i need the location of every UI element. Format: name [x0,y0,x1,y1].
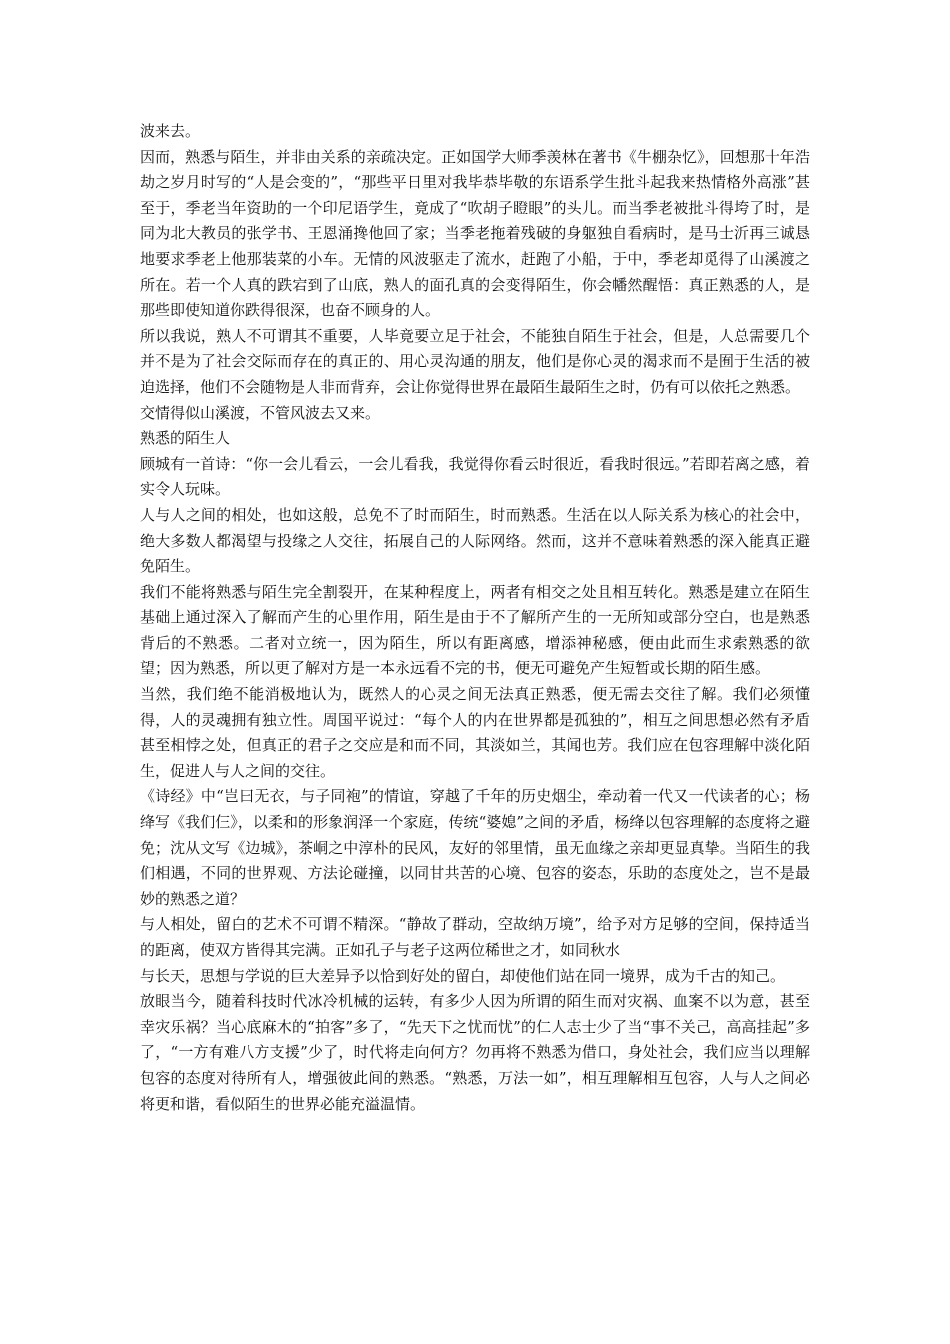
paragraph: 所以我说，熟人不可谓其不重要，人毕竟要立足于社会，不能独自陌生于社会，但是，人总需要几个并不是为了社会交际而存在的真正的、用心灵沟通的朋友，他们是你心灵的渴求而不是囿于生活的被迫选择，他们不会随物是人非而背弃，会让你觉得世界在最陌生最陌生之时，仍有可以依托之熟悉。 [140,326,810,396]
paragraph: 与长天，思想与学说的巨大差异予以恰到好处的留白，却使他们站在同一境界，成为千古的知己。 [140,966,786,985]
paragraph: 人与人之间的相处，也如这般，总免不了时而陌生，时而熟悉。生活在以人际关系为核心的社会中，绝大多数人都渴望与投缘之人交往，拓展自己的人际网络。然而，这并不意味着熟悉的深入能真正避免陌生。 [140,505,810,576]
paragraph: 波来去。 [140,122,201,140]
paragraph: 交情得似山溪渡，不管风波去又来。 [140,403,381,422]
paragraph: 我们不能将熟悉与陌生完全割裂开，在某种程度上，两者有相交之处且相互转化。熟悉是建立在陌生基础上通过深入了解而产生的心里作用，陌生是由于不了解所产生的一无所知或部分空白，也是熟悉背后的不熟悉。二者对立统一，因为陌生，所以有距离感，增添神秘感，便由此而生求索熟悉的欲望；因为熟悉，所以更了解对方是一本永远看不完的书，便无可避免产生短暂或长期的陌生感。 [140,582,810,678]
paragraph: 与人相处，留白的艺术不可谓不精深。“静故了群动，空故纳万境”，给予对方足够的空间，保持适当的距离，使双方皆得其完满。正如孔子与老子这两位稀世之才，如同秋水 [140,915,810,959]
paragraph: 放眼当今，随着科技时代冰冷机械的运转，有多少人因为所谓的陌生而对灾祸、血案不以为意，甚至幸灾乐祸？当心底麻木的“拍客”多了，“先天下之忧而忧”的仁人志士少了当“事不关己，高高挂起”多了，“一方有难八方支援”少了，时代将走向何方？勿再将不熟悉为借口，身处社会，我们应当以理解包容的态度对待所有人，增强彼此间的熟悉。“熟悉，万法一如”，相互理解相互包容，人与人之间必将更和谐，看似陌生的世界必能充溢温情。 [140,992,810,1113]
paragraph: 因而，熟悉与陌生，并非由关系的亲疏决定。正如国学大师季羡林在著书《牛棚杂忆》，回想那十年浩劫之岁月时写的“人是会变的”，“那些平日里对我毕恭毕敬的东语系学生批斗起我来热情格外高涨”甚至于，季老当年资助的一个印尼语学生，竟成了“吹胡子瞪眼”的头儿。而当季老被批斗得垮了时，是同为北大教员的张学书、王恩涌搀他回了家；当季老拖着残破的身躯独自看病时，是马士沂再三诚恳地要求季老上他那装菜的小车。无情的风波驱走了流水，赶跑了小船，于中，季老却觅得了山溪渡之所在。若一个人真的跌宕到了山底，熟人的面孔真的会变得陌生，你会幡然醒悟：真正熟悉的人，是那些即使知道你跌得很深，也奋不顾身的人。 [140,147,810,320]
section-heading: 熟悉的陌生人 [140,429,231,448]
paragraph: 顾城有一首诗：“你一会儿看云，一会儿看我，我觉得你看云时很近，看我时很远。”若即若离之感，着实令人玩味。 [140,454,810,499]
paragraph: 当然，我们绝不能消极地认为，既然人的心灵之间无法真正熟悉，便无需去交往了解。我们必须懂得，人的灵魂拥有独立性。周国平说过：“每个人的内在世界都是孤独的”，相互之间思想必然有矛盾甚至相悖之处，但真正的君子之交应是和而不同，其淡如兰，其闻也芳。我们应在包容理解中淡化陌生，促进人与人之间的交往。 [140,685,810,780]
document-body [140,119,810,1117]
paragraph: 《诗经》中“岂曰无衣，与子同袍”的情谊，穿越了千年的历史烟尘，牵动着一代又一代读者的心；杨绛写《我们仨》，以柔和的形象润泽一个家庭，传统“婆媳”之间的矛盾，杨绛以包容理解的态度将之避免；沈从文写《边城》，茶峒之中淳朴的民风，友好的邻里情，虽无血缘之亲却更显真挚。当陌生的我们相遇，不同的世界观、方法论碰撞，以同甘共苦的心境、包容的姿态，乐助的态度处之，岂不是最妙的熟悉之道？ [140,787,810,908]
